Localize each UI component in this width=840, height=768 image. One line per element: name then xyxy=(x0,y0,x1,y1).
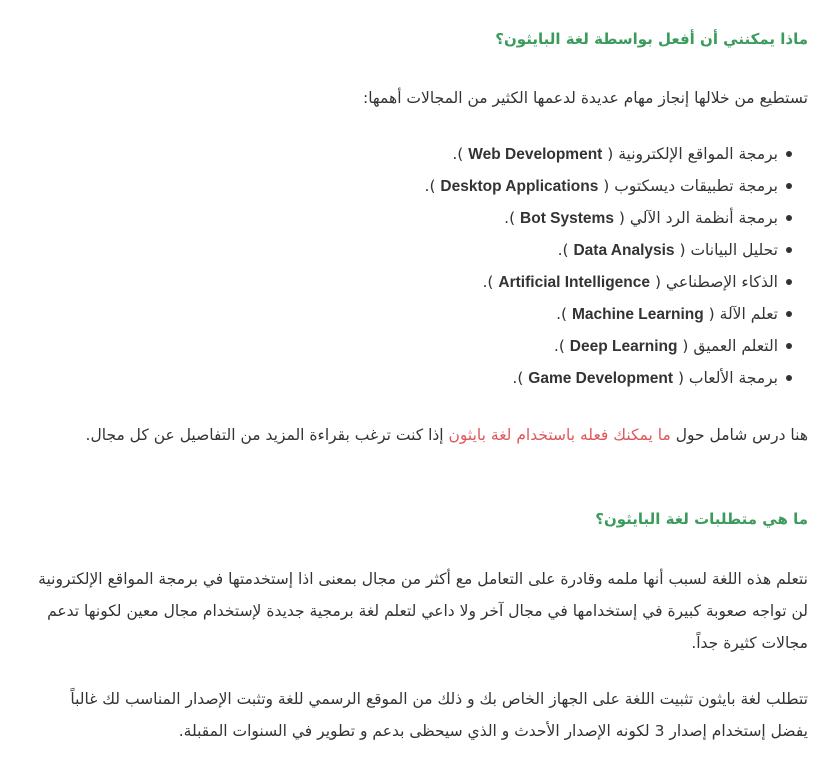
list-item: برمجة المواقع الإلكترونية ( Web Development ). xyxy=(425,138,792,170)
requirements-paragraph-2: تتطلب لغة بايثون تثبيت اللغة على الجهاز الخاص بك و ذلك من الموقع الرسمي للغة وتثبت الإصدار المناسب لك غالباً يفضل إستخدام إصدار 3 لكونه الإصدار الأحدث و الذي سيحظى بدعم و تطوير في السنوات المقبلة. xyxy=(70,690,808,740)
list-item: الذكاء الإصطناعي ( Artificial Intelligence ). xyxy=(425,266,792,298)
list-item: برمجة أنظمة الرد الآلي ( Bot Systems ). xyxy=(425,202,792,234)
bullet-icon xyxy=(786,151,792,157)
uses-list xyxy=(425,138,792,394)
list-item: تعلم الآلة ( Machine Learning ). xyxy=(425,298,792,330)
list-item: تحليل البيانات ( Data Analysis ). xyxy=(425,234,792,266)
list-item: برمجة تطبيقات ديسكتوب ( Desktop Applications ). xyxy=(425,170,792,202)
bullet-icon xyxy=(786,343,792,349)
bullet-icon xyxy=(786,247,792,253)
outro-paragraph: هنا درس شامل حول ما يمكنك فعله باستخدام لغة بايثون إذا كنت ترغب بقراءة المزيد من التفاصيل عن كل مجال. xyxy=(85,426,808,444)
bullet-icon xyxy=(786,311,792,317)
list-item: برمجة الألعاب ( Game Development ). xyxy=(425,362,792,394)
requirements-paragraph-1: نتعلم هذه اللغة لسبب أنها ملمه وقادرة على التعامل مع أكثر من مجال بمعنى اذا إستخدمتها في برمجة المواقع الإلكترونية لن تواجه صعوبة كبيرة في إستخدامها في مجال آخر ولا داعي لتعلم لغة برمجية جديدة لإستخدام مجال معين لكونها تدعم مجالات كثيرة جداً. xyxy=(38,570,808,652)
bullet-icon xyxy=(786,279,792,285)
section-heading-uses: ماذا يمكنني أن أفعل بواسطة لغة البايثون؟ xyxy=(495,30,808,48)
section-heading-requirements: ما هي متطلبات لغة البايثون؟ xyxy=(595,510,808,528)
bullet-icon xyxy=(786,215,792,221)
bullet-icon xyxy=(786,375,792,381)
bullet-icon xyxy=(786,183,792,189)
intro-paragraph: تستطيع من خلالها إنجاز مهام عديدة لدعمها الكثير من المجالات أهمها: xyxy=(362,89,808,107)
list-item: التعلم العميق ( Deep Learning ). xyxy=(425,330,792,362)
uses-article-link[interactable]: ما يمكنك فعله باستخدام لغة بايثون xyxy=(448,426,671,444)
